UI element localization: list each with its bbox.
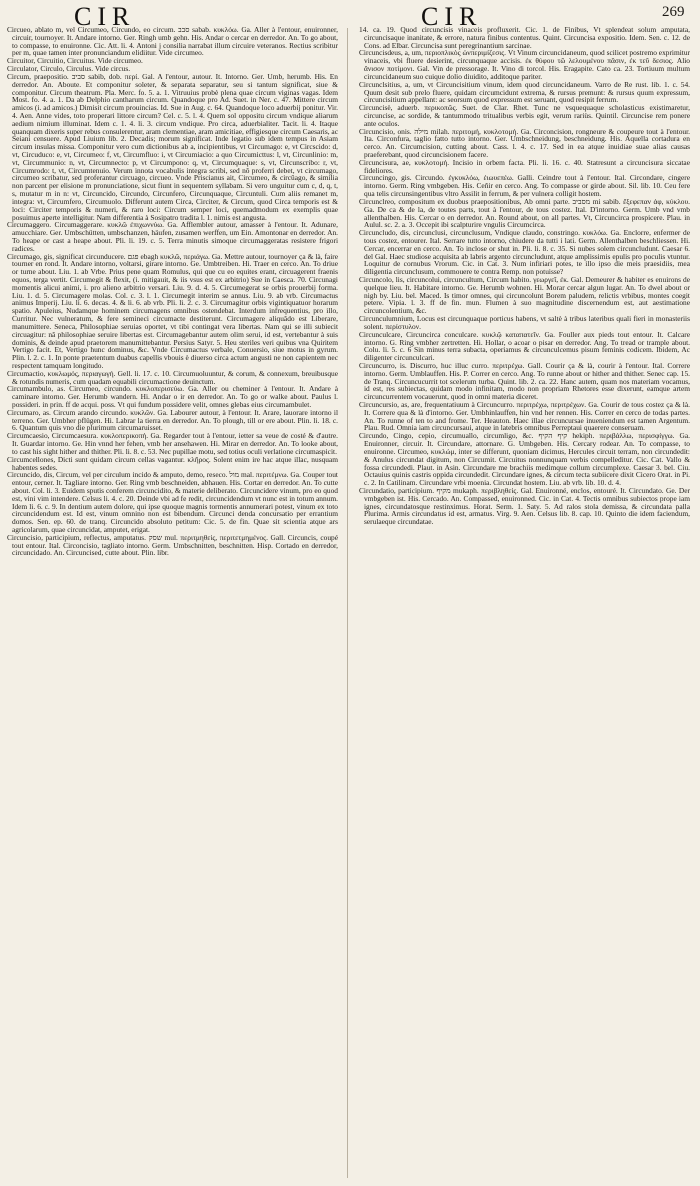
dictionary-entry: Circunculcare, Circuncirca conculcare. κυκλῷ καταπατεῖν. Ga. Fouller aux pieds tout entour. It. Calcare intorno. G. Ring vmbher zertretten. Hi. Hollar, o acoar o pisar en derredor. Ang. To tread or trample about. Colu. li. 5. c. 6 Sin minus terra subacta, operiamus & circunculcemus pisum feminis codicem. Ibidem, Ac diligenter circunculcari.	[359, 329, 690, 363]
page-number: 269	[662, 4, 685, 20]
dictionary-entry: Circumago, gis, significat circunducere. פגם ebagh κυκλῶ, περιάγω. Ga. Mettre autour, tournoyer ça & là, faire tourner en rond. It. Andare intorno, voltarsi, girare intorno. Ge. Umbtreiben. Hi. Traer en cerco. An. To driue or turne about. Liu. 1. ab Vrbe. Prius pene quam Romulus, qui que cu eo equites erant, circuagerent fraenis equos, terga vertit. Circumegit & flexit, (i. mitigauit, & iis vsus est ex arbitrio) Sue in Caesca. 70. Circunagi momentis alicui animi, i. pro alieno arbitrio versari. Liu. 9. d. 4. 5. Circumegerat se orbis prouerbij forma. Liu. 1. d. 5. Circumagere molas. Col. c. 3. l. 1. Circumegit interim se annus. Liu. 9. ab vrb. Circumactus animus Imperij. Liu. li. 6. decas. 4. & li. 6. ab vrb. Pli. li. 2. c. 3. Circumagitur orbis vigintiquatuor horarum spatio. Apuleius, Nudamque hominem circumagens omnibus ostendebat. Interdum infrequentius, pro illo, Curritur. Nec vulneratum, & fere semineci circumacte destiterunt. Circumagere aliquâdo est Liberare, manumittere. Seneca, Philosophiae seruias oportet, vt tibi contingat vera libertas. Nam qui se illi subiecit circuagitur: nâ philosophiae seruire libertas est. Circumagebantur autem olim serui, id est, vertebantur à suis dominis, & deinde apud praetorem manumittebantur. Persius Satyr. 5. Heu steriles veri quibus vna Quiritem Vertigo facit. Et, Vertigo hunc dominus, &c. Vnde Circumactus verbale, Conuersio, siue motus in gyrum. Plin. l. 2. c. 1. In ponte praetentum duabus capellis vbouis è diuerso circa actum angusti ne non capientem nec respectent tamquam longitudo.	[7, 251, 338, 370]
dictionary-entry: Circunculumnium, Locus est circunquaque porticus habens, vt saltè à tribus lateribus quali fieri in monasteriis solent. περίστυλον.	[359, 314, 690, 331]
running-head-left: CIR	[74, 2, 136, 31]
dictionary-entry: Circuncisura, ae, κυκλοτομή. Incisio in orbem facta. Pli. li. 16. c. 40. Statresunt a circuncisura siccatae fideliores.	[359, 157, 690, 175]
dictionary-entry: Circuncisio, onis. מילה milah. περιτομή, κυκλοτομή. Ga. Circoncision, rongneure & coupeure tout à l'entour. Ita. Circonfura, taglio fatto tutto intorno. Ger. Umbschneidung, beschneidung. His. Aquella cortadura en cerco. An. Circumcision, cutting about. Cass. l. 4. c. 17. Sed in ea atque inuidiae suae alias causas praeferebant, quod circuncisionem facere.	[359, 126, 690, 159]
dictionary-entry: Circuncisio, participium, reflectus, amputatus. שסק mul. περιτμηθείς, περιτετμημένος. Gall. Circuncis, coupé tout entour. Ital. Circoncisio, tagliato intorno. Germ. Umbschnitten, beschnitten. Hisp. Cortado en derredor, circuncidado. An. Circuncised, cutte about. Plin. libr.	[7, 532, 338, 558]
dictionary-entry: Circundo, Cingo, cepio, circumuallo, circumligo, &c. קיף הקיף hekiph. περιβάλλω, περισφίγγω. Ga. Enuironner, circuir. It. Circundare, attornare. G. Umbgeben. His. Cercary rodear. An. To compasse, to enuironne. Circumeo, κυκλώμ, inter se differunt, quoniam dicimus, Hercules circuit terram, non circundedit: & Anulus circundat digitum, non Circumit. Circuitus nonnunquam verbis compelleditur. Cic. Cat. Vallo & fossa circundedi. Plaut. in Asin. Circundare me brachiis medimque collum circumplexe. Caesar 3. bel. Ciu. Octauius quinis castris oppida circundedit. Circundare ignes, & circum tecta subiicere dixit Cicero Orat. in Pi. c. 2. In Catilinam. Circundare vrbi moenia. Circundat hostem. Liu. ab vrb. lib. 10. d. 4.	[359, 431, 690, 488]
column-divider	[347, 28, 348, 1178]
dictionary-entry: Circuncido, dis, Circum, vel per circulum incido & amputo, demo, reseco. מול mal. περιτέμνω. Ga. Couper tout entour, cerner. It. Tagliare intorno. Ger. Ring vmb beschneiden, abhauen. His. Cortar en derredor. An. To cutte about. Col. li. 3. Euidem sputis conferem circuncidito, & materie deliberato. Circuncidere vinum, pro eo quod est, vini vim intendere. Celsus li. 4. c. 20. Deinde vbi ad fe redit, circuncidendum vt nunc est in totum annum. Idem li. 6. c. 9. In dentium autem dolore, qui ipse quoque magnis tormentis annumerari potest, vinum ex toto circuncidendum est. Id est, vinum omnino non est bibendum. Circunci denda concursatio per errantium domos. Sen. ep. 60. de tranq. Circuncido absoluto petitum: Cic. 5. de fin. Quae sit scientia atque ars agricolarum, quae circuncidat, amputet, erigat.	[7, 470, 338, 534]
dictionary-entry: Circuncursio, as, are, frequentatiuum à Circuncurro. περιτρέχω, περιτρέχων. Ga. Courir de tous costez ça & là. It. Correre qua & là d'intorno. Ger. Umbhinlauffen, hin vnd her rennen. His. Correr en cerco de todas partes. An. To runne of ten to and frome. Ter. Heauton. Haec illae circuncursae inueniendum est tamen Argentum. Plau. Rud. Omnia iam circuncursaui, atque in latebris omnibus Perreptaui quaerere conseruam.	[359, 400, 690, 433]
dictionary-entry: Circuncludo, dis, circunclusi, circunclusum, Vndique claudo, constringo. κυκλόω. Ga. Enclorre, enfermer de tous costez, entourer. Ital. Serrare tutto intorno, chiudere da tutti i lati. Germ. Allenthalben beschliessen. Hi. Cercar, encerrar en cerco. An. To inclose or shut in. Pli. li. 8. c. 35. Si nubes solem circuncludunt. Caesar 6. del Gal. Haec studiose acquisita ab labris argento circuncludunt, atque amplissimis epulis pro poculis vtuntur. Loquitur de cornubus Vrorum. Cic. in Cat. 3. Num infiriari potes, te illo ipso die meis praesidiis, mea diligentia circunclusum, commouere te contra Remp. non potuisse?	[359, 228, 690, 277]
dictionary-entry: Circuncurro, is. Discurro, huc illuc curro. περιτρέχω. Gall. Courir ça & là, courir à l'entour. Ital. Correre intorno. Germ. Umblauffen. His. P. Correr en cerco. Ang. To runne about or hither and thither. Senec cap. 15. de Tranq. Circuncucurrit tot scelerum turba. Quint. lib. 2. ca. 22. Hanc autem, quam nos materiam vocamus, id est, res subiectas, quidam modo infinitam, modo non propriam Rhetores esse dixerunt, eamque artem circuncurrentem vocauerunt, quod in omni materia diceret.	[359, 360, 690, 402]
dictionary-entry: Circuitor, Circuitio, Circuitus. Vide circumeo.	[7, 56, 143, 66]
dictionary-entry: Circum, praepositio. סביב sabib, dob. περί. Gal. A l'entour, autour. It. Intorno. Ger. Umb, herumb. His. En derredor. An. Aboute. Et componitur soleter, & separata separatur, seu si tantum significat, siue & componitur. Circum theatrum. Pla. Merc. fo. 5. a. 1. Vitruuius probè plena quae circum viginas vagas. Idem Most. fo. 4. a. 1. Da ab Delphio cantharum circum. Quandoque pro Ad. Suet. in Ner. c. 47. Mittere circum amicos (i. ad amicos.) Dimisit circum prouincias. Id. Sue in Aug. c. 64. Quandoque loco aduerbij ponitur. Vir. 4. Aen. Anne vides, toto properari littore circum? Cel. c. 5. l. 4. Quem sol oppositu circum vndique aliarum aedium nimium illuminat. Idem c. 1. 4. li. 3. circum vndique. Pro circa, aduerbialiter. Tacit. li. 4. Itaque quanquam dixeris super rebus consulerentur, aram clementiae, aram amicitiae, effigiesque circum Caesaris, ac Seiani censuere. Apud Liuium lib. 2. Decadis; morum significat. Inde legatio sub idem tempus in Asiam circum insulas missa. Componitur vero cum dictionibus ab a, incipientibus, vt Circumago: e, vt Circscido: d, vt, Circuduco: e, vt, Circumeo: f, vt, Circumfluo: i, vt Circumiacio: a quo Circumicttus: l, vt, Circunlinio: m, vt, Circummunio: n, vt, Circumnecto: p, vt Circumpono: q, vt, Circumquaque: s, vt, Circunscribo: r, vt, Circumrodo: t, vt, Circumtenuio. Verum innota vocabulis integra scribi, sed nô proferri debet, vt circumago, circumeo scribatur, sed proferantur circuago, circueo. Vnde Priscianus ait, Circumeo, & circûago, & similia non parcent per elisione m pronunciatione, sicut fiunt in sequentem syllabam. Si vero unguitur cum c, d, q, t, s, mutatur m in n: vt, Circuncido, Circundo, Circunfero, Circunquaque, Circuntuli. Cum aliis remanet m, integra: vt, Circumfero, Circumuolo. Differunt autem Circa, Circiter, & Circum, quod Circa temporis est & loci: Circiter temporis & numeri, & raro loci: Circum semper loci, quemadmodum ex exemplis quae posuimus aperte intelligitur. Nam differentia à Sosipatro tradita l. 1. nimis est angusta.	[7, 71, 338, 222]
dictionary-entry: Circundatio, participium. מקיף mukaph. περιβληθείς. Gal. Enuironné, enclos, entouré. It. Circundato. Ge. Der vmbgeben ist. His. Cercado. An. Compassed, enuironned. Cic. in Cat. 4. Tectis omnibus subiectos prope iam ignes, circundatosque restinximus. Horat. Serm. 1. Saty. 5. Ad ralos stola demissa, & circundata palla Plurima. Armis circundatus id est, armatus. Virg. 9. Aen. Celsus lib. 8. cap. 10. Quinto die idem faciendum, serulaeque circundatae.	[359, 485, 690, 527]
running-head-right: CIR	[421, 2, 483, 31]
dictionary-entry: Circumcaesio, Circumcaesura. κυκλοπερικοπή. Ga. Regarder tout à l'entour, ietter sa veue de costé & d'autre. It. Guardar intorno. Ge. Hin vnnd her fehen, vmb her ansehawen. Hi. Mirar en derredor. An. To looke about, to cast his sight hither and thither. Pli. li. 8. c. 53. Nec pupillae motu, sed totius oculi verlatione circumaspicit.	[7, 431, 338, 456]
dictionary-entry: Circuncolo, lis, circuncolui, circuncultum, Circum habito. γεωργεῖ, ἐκ. Gal. Demeurer & habiter es enuirons de quelque lieu. It. Habitare intorno. Ge. Herumb wohnen. Hi. Morar cercar algun lugar. An. To dwel about or nigh by. Liu. bel. Maced. Is timor omnes, qui circuncolunt Borem paludem, relictis vrbibus, montes coegit petere. Vipia. l. 3. ff de fin. mun. Flumen à suo magnitudine discernendum est, aut aestimatione circuncolentium, &c.	[359, 275, 690, 316]
dictionary-entry: Circumambulo, as. Circumeo, circundo. κυκλοπερισεύω. Ga. Aller ou cheminer à l'entour. It. Andare à caminare intorno. Ger. Herumb wandern. Hi. Andar o ir en derredor. An. To go or walke about. Paulus l. possideri. in prin. ff de acqui. poss. Vt qui fundum possidere velit, omnes glebas eius circumambulet.	[7, 384, 338, 409]
dictionary-entry: Circuncingo, gis. Circundo. ἐγκυκλόω, ἐιωυεπέω. Galli. Ceindre tout à l'entour. Ital. Circondare, cingere intorno. Germ. Ring vmbgeben. His. Ceñir en cerco. Ang. To compasse or girde about. Sil. lib. 10. Ceu fere qua telis circunsingentibus vltro Assilit in ferrum, & per vulnera colligit hostem.	[359, 173, 690, 199]
dictionary-entry: Circueo, ablato m, vel Circumeo, Circundo, eo circum. סבב sabab. κυκλόω. Ga. Aller à l'entour, enuironner, circuir, tournoyer. It. Andare intorno. Ger. Ringh umb gehn. His. Andar o cercar en derredor. An. To go about, to compasse, to enuironne. Cic. Att. li. 4. Antoni j consilia narrabat illum circuire veteranos. Rectius scribitur per m, quae tamen inter pronunciandum elidiitur. Vide circumeo.	[7, 26, 338, 58]
dictionary-entry: Circunclreo, compositum ex duobus praepositionibus, Ab omni parte. מסביב mi sabib. ἔξεφεπαν ἀφ, κύκλου. Ga. De ca & de la, de toutes parts, tout à l'entour, de tous costez. Ital. D'intorno. Germ. Umb vnd vmb allenthalben. His. Cercar o en derredor. An. Round about, on all partes. Vt, Circuncirca prospicere. Plau. in Aulul. sc. 2. a. 3. Occepit ibi scalpturire vngulis Circumcirca.	[359, 196, 690, 230]
dictionary-entry: Circumaro, as. Circum arando circundo. κυκλῶν. Ga. Labourer autour, à l'entour. It. Arare, lauorare intorno il terreno. Ger. Umbher pflügen. Hi. Labrar la tierra en derredor. An. To plough, till or ere about. Plin. li. 18. c. 6. Quantum quis vno die plurimum circumaruisset.	[7, 407, 338, 433]
right-column	[359, 26, 690, 1184]
dictionary-entry: Circuncisdeus, a, um, περιοπλικὸς ὠνπεριμίζεσις. Vt Vinum circuncidaneum, quod scilicet postremo exprimitur vinaceis, vbi fluere desierint, circunquaque accisis. ἐκ θύφου τῶ λελουμένου πᾶσιν, ἐκ τεῦ δεσιος. Alio ἄνισον ποτίμονι. Gal. Vin de pressorage. It. Vino di torcol. His. Eragapite. Cato ca. 23. Tortiuum multum circuncidaneum suo cuique dolio diuidito, additoque pariter.	[359, 48, 690, 81]
dictionary-entry: 14. ca. 19. Quod circuncisis vinaceis profluxerit. Cic. 1. de Finibus, Vt splendeat solum amputata, circuncisaque inanitate, & errore, natura finibus contentus. Quint. Circuncisa expositio. Idem. Sen. c. 12. de Cons. ad Elbar. Circuncisa sunt peregrinantium sarcinae.	[359, 26, 690, 50]
dictionary-entry: Circulator, Circulo, Circulus. Vide circus.	[7, 64, 131, 74]
dictionary-entry: Circumaggero. Circumaggerare. κυκλῶ ἐπιχωννύω. Ga. Afflembler autour, amasser à l'entour. It. Adunare, amucchiare. Ger. Umbschütten, umbschanzen, häufen, zusamen werffen, um Ein. Amontonar en derredor. An. To heape or cast a heape about. Pli. li. 19. c. 5. Terra minutis simoque circumaggeratas resistere frigori radices.	[7, 220, 338, 253]
dictionary-entry: Circumactio, κυκλωμός, περιαγωγή. Gell. li. 17. c. 10. Circumuoluuntur, & corum, & connexum, breuibusque & rotundis numeris, cum quadam equabili circumactione deuinctum.	[7, 368, 338, 386]
dictionary-entry: Circuncisè, aduerb. περικοπῶς. Suet. de Clar. Rhet. Tunc ne vsquequaque scholasticus existimaretur, circuncise, ac sordide, & tantummodo tritualibus verbis egit, verum rariùs. Quintil. Circuncise rem ponere ante oculos.	[359, 103, 690, 128]
dictionary-entry: Circumcellones, Dicti sunt quidam circum cellas vagantur. κλῆρος. Solent enim ire hac atque illac, nusquam habentes sedes.	[7, 454, 338, 472]
dictionary-entry: Circunclsitius, a, um, vt Circuncisitium vinum, idem quod circuncidaneum. Varro de Re rust. lib. 1. c. 54. Quum desit sub prelo fluere, quidam circumcidunt extrema, & rursus premunt: & rursus quum expressum, circuncisitium appellant: ac seorsum quod expressum est seruant, quod resipit ferrum.	[359, 79, 690, 105]
left-column	[7, 26, 338, 1184]
